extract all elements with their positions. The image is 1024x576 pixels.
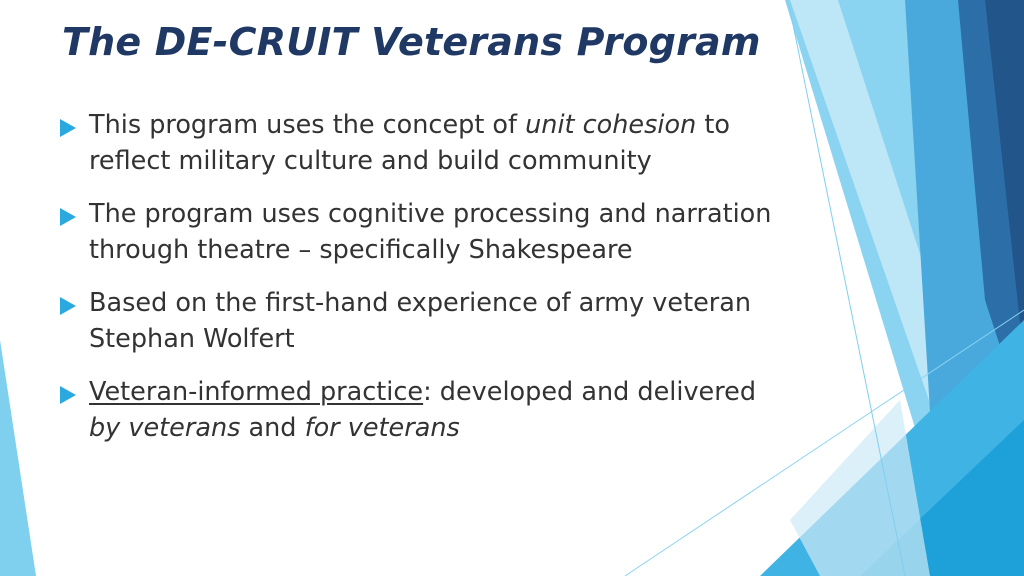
bullet-item <box>60 108 780 179</box>
bullet-item <box>60 197 780 268</box>
bullet-text: to reflect military culture and build community <box>89 110 730 176</box>
bullet-text: Veteran-informed practice <box>89 377 424 407</box>
bullet-text: and <box>240 412 305 443</box>
pale-lower-panel <box>790 400 930 576</box>
triangle-bullet-icon <box>60 386 76 404</box>
bullet-text: The program uses cognitive processing and narration through theatre – specifically Shakespeare <box>89 199 772 265</box>
bullet-list <box>60 108 780 464</box>
triangle-bullet-icon <box>60 119 76 137</box>
bullet-text: for veterans <box>304 412 460 443</box>
triangle-bullet-icon <box>60 208 76 226</box>
bullet-text: This program uses the concept of <box>89 110 526 140</box>
bullet-text: by veterans <box>89 412 241 443</box>
bullet-text: : developed and delivered <box>423 377 757 407</box>
bullet-item <box>60 286 780 357</box>
bullet-text: unit cohesion <box>525 110 697 140</box>
left-edge-shape <box>0 340 36 576</box>
slide-title: The DE-CRUIT Veterans Program <box>62 20 761 64</box>
triangle-bullet-icon <box>60 297 76 315</box>
bullet-text: Based on the first-hand experience of army veteran Stephan Wolfert <box>89 288 752 354</box>
bullet-item <box>60 375 780 446</box>
